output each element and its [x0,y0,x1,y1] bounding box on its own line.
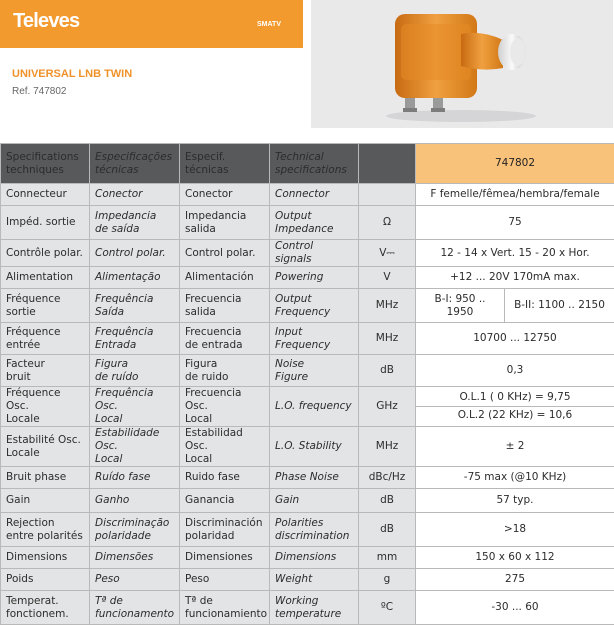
cell-english: Phase Noise [270,467,359,489]
cell-english: Connector [270,184,359,206]
cell-unit: ºC [359,591,416,625]
cell-portuguese: Ruído fase [90,467,180,489]
cell-unit: V [359,267,416,289]
header-french: Specifications techniques [1,144,90,184]
cell-value: 275 [416,569,614,591]
product-photo [311,0,613,128]
cell-portuguese: Tª de funcionamento [90,591,180,625]
table-row [1,289,614,323]
value-line-2: O.L.2 (22 KHz) = 10,6 [416,407,614,424]
cell-value: 75 [416,206,614,240]
cell-value-band-1: B-I: 950 .. 1950 [416,289,505,323]
cell-unit: dB [359,513,416,547]
cell-value: ± 2 [416,427,614,467]
table-row [1,387,614,427]
brand-logo: Televes [13,10,79,33]
brand-banner [0,0,303,48]
header-spanish: Especif. técnicas [180,144,270,184]
cell-portuguese: Dimensões [90,547,180,569]
cell-value: >18 [416,513,614,547]
cell-spanish: Peso [180,569,270,591]
table-row [1,427,614,467]
cell-unit: Ω [359,206,416,240]
cell-english: Control signals [270,240,359,267]
cell-english: Output Impedance [270,206,359,240]
cell-portuguese: Frequência Entrada [90,323,180,355]
cell-value-band-2: B-II: 1100 .. 2150 [505,289,614,323]
specifications-table [0,143,614,625]
cell-spanish: Dimensiones [180,547,270,569]
cell-unit: dBc/Hz [359,467,416,489]
cell-spanish: Estabilidad Osc. Local [180,427,270,467]
cell-value [416,387,614,427]
cell-french: Connecteur [1,184,90,206]
cell-french: Fréquence Osc. Locale [1,387,90,427]
cell-unit: GHz [359,387,416,427]
table-row [1,184,614,206]
cell-unit: mm [359,547,416,569]
cell-value: F femelle/fêmea/hembra/female [416,184,614,206]
header-unit [359,144,416,184]
cell-spanish: Alimentación [180,267,270,289]
value-line-1: O.L.1 ( 0 KHz) = 9,75 [416,389,614,407]
cell-value: 12 - 14 x Vert. 15 - 20 x Hor. [416,240,614,267]
cell-spanish: Discriminación polaridad [180,513,270,547]
cell-spanish: Figura de ruido [180,355,270,387]
cell-value: 0,3 [416,355,614,387]
cell-english: Powering [270,267,359,289]
cell-french: Bruit phase [1,467,90,489]
header-english: Technical specifications [270,144,359,184]
cell-spanish: Impedancia salida [180,206,270,240]
cell-unit: MHz [359,427,416,467]
cell-portuguese: Frequência Osc. Local [90,387,180,427]
cell-portuguese: Peso [90,569,180,591]
table-row [1,591,614,625]
cell-spanish: Tª de funcionamiento [180,591,270,625]
cell-spanish: Frecuencia salida [180,289,270,323]
table-row [1,323,614,355]
lnb-illustration [311,0,613,128]
cell-french: Fréquence sortie [1,289,90,323]
table-row [1,569,614,591]
cell-french: Fréquence entrée [1,323,90,355]
cell-unit: MHz [359,323,416,355]
product-reference: Ref. 747802 [12,86,67,97]
table-row [1,206,614,240]
cell-unit: V⎓ [359,240,416,267]
cell-unit: dB [359,489,416,513]
table-row [1,240,614,267]
cell-english: Noise Figure [270,355,359,387]
cell-portuguese: Ganho [90,489,180,513]
table-row [1,467,614,489]
cell-unit [359,184,416,206]
table-row [1,547,614,569]
cell-portuguese: Conector [90,184,180,206]
cell-value: -75 max (@10 KHz) [416,467,614,489]
cell-portuguese: Control polar. [90,240,180,267]
header-reference: 747802 [416,144,614,184]
cell-portuguese: Estabilidade Osc. Local [90,427,180,467]
table-row [1,513,614,547]
cell-spanish: Frecuencia Osc. Local [180,387,270,427]
category-tag: SMATV [257,21,281,28]
cell-value: 150 x 60 x 112 [416,547,614,569]
cell-portuguese: Alimentação [90,267,180,289]
cell-french: Alimentation [1,267,90,289]
cell-french: Dimensions [1,547,90,569]
cell-french: Poids [1,569,90,591]
cell-spanish: Ruido fase [180,467,270,489]
cell-french: Facteur bruit [1,355,90,387]
table-row [1,489,614,513]
cell-portuguese: Discriminação polaridade [90,513,180,547]
cell-value: 57 typ. [416,489,614,513]
table-row [1,355,614,387]
cell-english: Weight [270,569,359,591]
cell-english: Gain [270,489,359,513]
cell-portuguese: Impedancia de saída [90,206,180,240]
cell-french: Estabilité Osc. Locale [1,427,90,467]
cell-unit: MHz [359,289,416,323]
cell-english: L.O. frequency [270,387,359,427]
cell-unit: dB [359,355,416,387]
cell-french: Gain [1,489,90,513]
cell-spanish: Conector [180,184,270,206]
cell-english: Polarities discrimination [270,513,359,547]
cell-portuguese: Figura de ruído [90,355,180,387]
cell-english: Input Frequency [270,323,359,355]
cell-unit: g [359,569,416,591]
cell-english: Working temperature [270,591,359,625]
cell-value: -30 ... 60 [416,591,614,625]
product-title: UNIVERSAL LNB TWIN [12,68,132,80]
table-header-row [1,144,614,184]
cell-value: 10700 ... 12750 [416,323,614,355]
cell-french: Rejection entre polarités [1,513,90,547]
cell-english: Output Frequency [270,289,359,323]
header-portuguese: Especificações técnicas [90,144,180,184]
table-row [1,267,614,289]
cell-french: Impéd. sortie [1,206,90,240]
cell-english: L.O. Stability [270,427,359,467]
cell-spanish: Control polar. [180,240,270,267]
cell-french: Temperat. fonctionem. [1,591,90,625]
cell-french: Contrôle polar. [1,240,90,267]
cell-spanish: Frecuencia de entrada [180,323,270,355]
cell-spanish: Ganancia [180,489,270,513]
cell-english: Dimensions [270,547,359,569]
cell-value: +12 ... 20V 170mA max. [416,267,614,289]
cell-portuguese: Frequência Saída [90,289,180,323]
